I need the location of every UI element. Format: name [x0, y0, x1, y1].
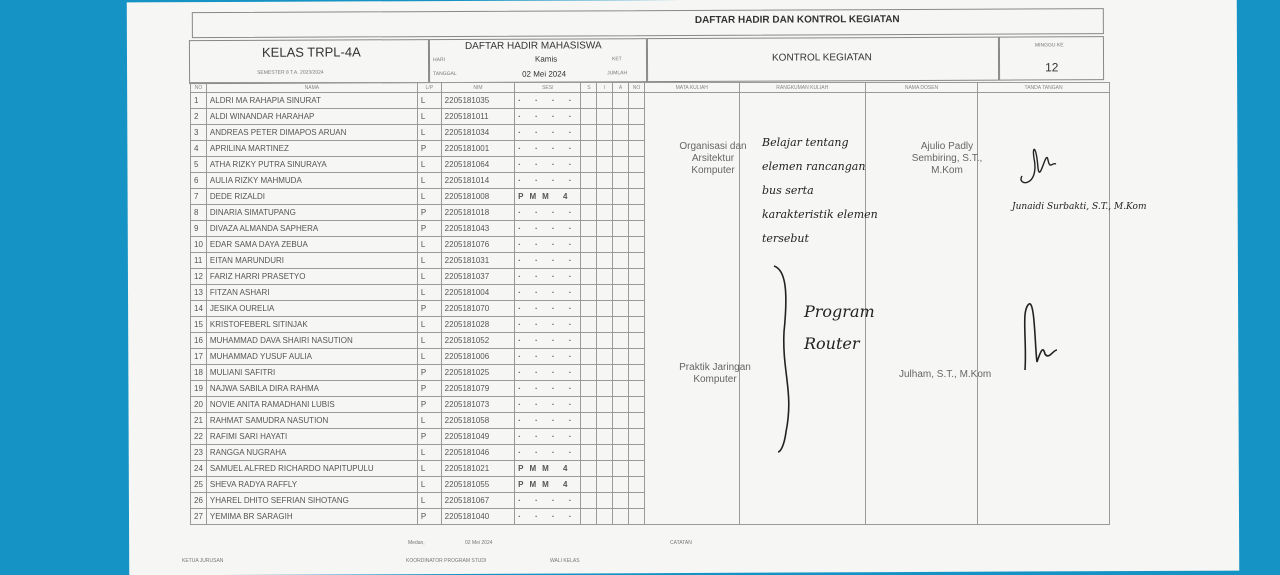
cell-s	[581, 189, 597, 205]
attendance-marks: · · · ·	[515, 269, 581, 285]
student-nim: 2205181052	[441, 333, 514, 349]
student-gender: P	[417, 397, 441, 413]
cell-a	[613, 477, 629, 493]
cell-a	[613, 109, 629, 125]
student-name: MULIANI SAFITRI	[206, 365, 417, 381]
student-gender: L	[417, 253, 441, 269]
student-name: RANGGA NUGRAHA	[206, 445, 417, 461]
cell-s	[581, 125, 597, 141]
session-no	[628, 365, 644, 381]
cell-s	[581, 93, 597, 109]
student-name: MUHAMMAD YUSUF AULIA	[206, 349, 417, 365]
cell-a	[613, 429, 629, 445]
cell-i	[597, 269, 613, 285]
student-nim: 2205181004	[441, 285, 514, 301]
attendance-marks: · · · ·	[515, 397, 581, 413]
attendance-marks: · · · ·	[515, 509, 581, 525]
row-no: 12	[191, 269, 207, 285]
cell-s	[581, 493, 597, 509]
row-no: 17	[191, 349, 207, 365]
cell-i	[597, 429, 613, 445]
student-gender: P	[417, 429, 441, 445]
row-no: 5	[191, 157, 207, 173]
student-name: NAJWA SABILA DIRA RAHMA	[206, 381, 417, 397]
semester-label: SEMESTER 8 T.A. 2023/2024	[257, 69, 324, 76]
attendance-marks: · · · ·	[515, 157, 581, 173]
attendance-marks: · · · ·	[515, 333, 581, 349]
cell-i	[597, 173, 613, 189]
attendance-marks: · · · ·	[515, 221, 581, 237]
cell-i	[597, 285, 613, 301]
session-no	[628, 397, 644, 413]
student-nim: 2205181037	[441, 269, 514, 285]
week-value: 12	[1045, 60, 1059, 75]
session-no	[628, 429, 644, 445]
cell-s	[581, 509, 597, 525]
student-gender: L	[417, 413, 441, 429]
cell-i	[597, 301, 613, 317]
summary-2: Program Router	[804, 302, 875, 353]
session-no	[628, 157, 644, 173]
attendance-marks: · · · ·	[515, 125, 581, 141]
cell-a	[613, 413, 629, 429]
cell-i	[597, 333, 613, 349]
student-name: APRILINA MARTINEZ	[206, 141, 417, 157]
student-nim: 2205181035	[441, 93, 514, 109]
student-gender: L	[417, 445, 441, 461]
student-gender: L	[417, 125, 441, 141]
row-no: 21	[191, 413, 207, 429]
student-name: YHAREL DHITO SEFRIAN SIHOTANG	[206, 493, 417, 509]
cell-a	[613, 173, 629, 189]
student-gender: P	[417, 509, 441, 525]
student-name: RAHMAT SAMUDRA NASUTION	[206, 413, 417, 429]
student-nim: 2205181008	[441, 189, 514, 205]
cell-i	[597, 349, 613, 365]
student-gender: L	[417, 109, 441, 125]
row-no: 1	[191, 93, 207, 109]
day-value: Kamis	[534, 54, 558, 64]
footer-date: 02 Mei 2024	[465, 540, 493, 546]
cell-s	[581, 477, 597, 493]
cell-i	[597, 365, 613, 381]
student-gender: L	[417, 461, 441, 477]
table-header-row	[191, 83, 1110, 93]
student-gender: L	[417, 333, 441, 349]
attendance-marks: PMM 4	[515, 189, 581, 205]
summary-1: Belajar tentang elemen rancangan bus serta karakteristik elemen tersebut	[762, 136, 878, 245]
attendance-marks: · · · ·	[515, 317, 581, 333]
cell-i	[597, 189, 613, 205]
cell-a	[613, 461, 629, 477]
student-nim: 2205181046	[441, 445, 514, 461]
jumlah-label: JUMLAH	[607, 70, 628, 77]
student-name: NOVIE ANITA RAMADHANI LUBIS	[206, 397, 417, 413]
student-name: EDAR SAMA DAYA ZEBUA	[206, 237, 417, 253]
student-name: DEDE RIZALDI	[206, 189, 417, 205]
cell-s	[581, 429, 597, 445]
cell-a	[613, 237, 629, 253]
student-name: KRISTOFEBERL SITINJAK	[206, 317, 417, 333]
student-gender: P	[417, 365, 441, 381]
cell-s	[581, 253, 597, 269]
row-no: 3	[191, 125, 207, 141]
student-name: MUHAMMAD DAVA SHAIRI NASUTION	[206, 333, 417, 349]
cell-a	[613, 189, 629, 205]
student-gender: P	[417, 141, 441, 157]
col-course: MATA KULIAH	[644, 83, 739, 93]
cell-s	[581, 381, 597, 397]
student-nim: 2205181079	[441, 381, 514, 397]
cell-i	[597, 93, 613, 109]
session-no	[628, 413, 644, 429]
class-name: KELAS TRPL-4A	[261, 44, 361, 60]
session-no	[628, 141, 644, 157]
attendance-marks: · · · ·	[515, 205, 581, 221]
session-no	[628, 381, 644, 397]
session-no	[628, 493, 644, 509]
student-name: YEMIMA BR SARAGIH	[206, 509, 417, 525]
cell-i	[597, 477, 613, 493]
attendance-marks: · · · ·	[515, 429, 581, 445]
lecturer-2: Julham, S.T., M.Kom	[899, 369, 992, 380]
date-label: TANGGAL	[433, 70, 457, 78]
cell-i	[597, 317, 613, 333]
signature-2	[1015, 300, 1065, 375]
cell-i	[597, 109, 613, 125]
session-no	[628, 93, 644, 109]
session-no	[628, 237, 644, 253]
cell-a	[613, 333, 629, 349]
session-no	[628, 333, 644, 349]
attendance-marks: · · · ·	[515, 109, 581, 125]
cell-s	[581, 301, 597, 317]
cell-a	[613, 493, 629, 509]
attendance-marks: · · · ·	[515, 173, 581, 189]
student-nim: 2205181076	[441, 237, 514, 253]
col-summary: RANGKUMAN KULIAH	[739, 83, 865, 93]
cell-i	[597, 253, 613, 269]
student-name: ALDRI MA RAHAPIA SINURAT	[206, 93, 417, 109]
student-nim: 2205181028	[441, 317, 514, 333]
cell-a	[613, 445, 629, 461]
attendance-marks: · · · ·	[515, 141, 581, 157]
student-name: EITAN MARUNDURI	[206, 253, 417, 269]
student-name: RAFIMI SARI HAYATI	[206, 429, 417, 445]
student-name: FITZAN ASHARI	[206, 285, 417, 301]
row-no: 11	[191, 253, 207, 269]
student-name: DIVAZA ALMANDA SAPHERA	[206, 221, 417, 237]
student-nim: 2205181058	[441, 413, 514, 429]
row-no: 19	[191, 381, 207, 397]
wali-label: WALI KELAS	[550, 558, 580, 564]
catatan-label: CATATAN	[670, 540, 692, 546]
student-gender: L	[417, 189, 441, 205]
student-name: JESIKA OURELIA	[206, 301, 417, 317]
student-nim: 2205181064	[441, 157, 514, 173]
cell-a	[613, 365, 629, 381]
session-no	[628, 125, 644, 141]
session-no	[628, 477, 644, 493]
cell-s	[581, 173, 597, 189]
student-gender: P	[417, 221, 441, 237]
cell-i	[597, 125, 613, 141]
cell-s	[581, 461, 597, 477]
student-nim: 2205181021	[441, 461, 514, 477]
cell-s	[581, 157, 597, 173]
student-name: DINARIA SIMATUPANG	[206, 205, 417, 221]
attendance-title: DAFTAR HADIR MAHASISWA	[464, 40, 602, 52]
ketua-label: KETUA JURUSAN	[182, 558, 224, 564]
col-s: S	[581, 83, 597, 93]
student-gender: L	[417, 237, 441, 253]
cell-i	[597, 397, 613, 413]
attendance-marks: · · · ·	[515, 285, 581, 301]
student-nim: 2205181025	[441, 365, 514, 381]
student-nim: 2205181043	[441, 221, 514, 237]
row-no: 8	[191, 205, 207, 221]
cell-s	[581, 221, 597, 237]
session-no	[628, 173, 644, 189]
row-no: 25	[191, 477, 207, 493]
cell-a	[613, 269, 629, 285]
col-name: NAMA	[206, 83, 417, 93]
cell-a	[613, 141, 629, 157]
student-nim: 2205181006	[441, 349, 514, 365]
attendance-marks: · · · ·	[515, 93, 581, 109]
cell-s	[581, 333, 597, 349]
student-gender: L	[417, 285, 441, 301]
koordinator-label: KOORDINATOR PROGRAM STUDI	[406, 558, 487, 564]
row-no: 18	[191, 365, 207, 381]
student-gender: P	[417, 381, 441, 397]
col-lp: L/P	[417, 83, 441, 93]
attendance-marks: · · · ·	[515, 301, 581, 317]
row-no: 24	[191, 461, 207, 477]
cell-i	[597, 493, 613, 509]
cell-i	[597, 509, 613, 525]
cell-s	[581, 285, 597, 301]
session-no	[628, 509, 644, 525]
table-row	[191, 93, 1110, 109]
row-no: 10	[191, 237, 207, 253]
attendance-marks: · · · ·	[515, 349, 581, 365]
cell-i	[597, 461, 613, 477]
student-nim: 2205181067	[441, 493, 514, 509]
week-label: MINGGU KE	[1034, 42, 1064, 49]
student-nim: 2205181031	[441, 253, 514, 269]
student-name: ALDI WINANDAR HARAHAP	[206, 109, 417, 125]
col-no-session: NO	[628, 83, 644, 93]
attendance-marks: · · · ·	[515, 445, 581, 461]
student-name: ATHA RIZKY PUTRA SINURAYA	[206, 157, 417, 173]
student-name: SHEVA RADYA RAFFLY	[206, 477, 417, 493]
cell-i	[597, 141, 613, 157]
cell-a	[613, 301, 629, 317]
row-no: 23	[191, 445, 207, 461]
cell-a	[613, 317, 629, 333]
day-label: HARI	[432, 57, 445, 64]
attendance-marks: · · · ·	[515, 365, 581, 381]
lecturer-1: Ajulio Padly Sembiring, S.T., M.Kom	[911, 141, 983, 176]
cell-i	[597, 445, 613, 461]
student-name: ANDREAS PETER DIMAPOS ARUAN	[206, 125, 417, 141]
student-gender: L	[417, 493, 441, 509]
student-nim: 2205181055	[441, 477, 514, 493]
student-name: FARIZ HARRI PRASETYO	[206, 269, 417, 285]
attendance-marks: PMM 4	[515, 461, 581, 477]
row-no: 14	[191, 301, 207, 317]
attendance-marks: · · · ·	[515, 493, 581, 509]
student-nim: 2205181034	[441, 125, 514, 141]
signature-1	[1010, 138, 1060, 193]
col-lecturer: NAMA DOSEN	[865, 83, 977, 93]
cell-i	[597, 157, 613, 173]
cell-a	[613, 349, 629, 365]
attendance-marks: · · · ·	[515, 237, 581, 253]
substitute-lecturer: Junaidi Surbakti, S.T., M.Kom	[1012, 202, 1147, 212]
student-name: AULIA RIZKY MAHMUDA	[206, 173, 417, 189]
cell-s	[581, 413, 597, 429]
row-no: 26	[191, 493, 207, 509]
cell-i	[597, 237, 613, 253]
cell-i	[597, 221, 613, 237]
attendance-marks: · · · ·	[515, 253, 581, 269]
col-sesi: SESI	[515, 83, 581, 93]
session-no	[628, 285, 644, 301]
student-nim: 2205181011	[441, 109, 514, 125]
cell-a	[613, 397, 629, 413]
row-no: 16	[191, 333, 207, 349]
session-no	[628, 349, 644, 365]
student-nim: 2205181001	[441, 141, 514, 157]
medan-label: Medan,	[408, 540, 425, 546]
cell-a	[613, 221, 629, 237]
col-signature: TANDA TANGAN	[978, 83, 1110, 93]
cell-a	[613, 253, 629, 269]
row-no: 6	[191, 173, 207, 189]
student-nim: 2205181018	[441, 205, 514, 221]
attendance-marks: PMM 4	[515, 477, 581, 493]
attendance-marks: · · · ·	[515, 413, 581, 429]
col-i: I	[597, 83, 613, 93]
form-title: DAFTAR HADIR DAN KONTROL KEGIATAN	[694, 14, 900, 26]
cell-a	[613, 509, 629, 525]
student-name: SAMUEL ALFRED RICHARDO NAPITUPULU	[206, 461, 417, 477]
date-value: 02 Mei 2024	[522, 69, 567, 79]
cell-s	[581, 317, 597, 333]
session-no	[628, 301, 644, 317]
student-gender: L	[417, 477, 441, 493]
cell-s	[581, 365, 597, 381]
course-1: Organisasi dan Arsitektur Komputer	[679, 141, 747, 176]
control-title: KONTROL KEGIATAN	[771, 52, 872, 64]
cell-s	[581, 349, 597, 365]
cell-i	[597, 205, 613, 221]
row-no: 4	[191, 141, 207, 157]
session-no	[628, 317, 644, 333]
attendance-marks: · · · ·	[515, 381, 581, 397]
row-no: 20	[191, 397, 207, 413]
session-no	[628, 205, 644, 221]
cell-s	[581, 237, 597, 253]
cell-a	[613, 205, 629, 221]
row-no: 22	[191, 429, 207, 445]
row-no: 13	[191, 285, 207, 301]
row-no: 15	[191, 317, 207, 333]
student-gender: L	[417, 93, 441, 109]
cell-i	[597, 381, 613, 397]
col-no: NO	[191, 83, 207, 93]
cell-s	[581, 109, 597, 125]
row-no: 2	[191, 109, 207, 125]
cell-a	[613, 93, 629, 109]
col-a: A	[613, 83, 629, 93]
session-no	[628, 445, 644, 461]
student-nim: 2205181014	[441, 173, 514, 189]
ket-label: KET	[611, 56, 622, 63]
row-no: 7	[191, 189, 207, 205]
student-nim: 2205181073	[441, 397, 514, 413]
cell-s	[581, 205, 597, 221]
student-gender: L	[417, 269, 441, 285]
student-gender: L	[417, 157, 441, 173]
cell-s	[581, 141, 597, 157]
session-no	[628, 461, 644, 477]
student-gender: L	[417, 349, 441, 365]
student-nim: 2205181070	[441, 301, 514, 317]
cell-s	[581, 269, 597, 285]
session-no	[628, 253, 644, 269]
student-nim: 2205181049	[441, 429, 514, 445]
student-gender: L	[417, 173, 441, 189]
course-2: Praktik Jaringan Komputer	[679, 362, 751, 385]
cell-a	[613, 285, 629, 301]
student-gender: P	[417, 301, 441, 317]
row-no: 27	[191, 509, 207, 525]
session-no	[628, 109, 644, 125]
cell-a	[613, 157, 629, 173]
cell-a	[613, 381, 629, 397]
brace-mark	[768, 262, 798, 457]
student-nim: 2205181040	[441, 509, 514, 525]
cell-s	[581, 397, 597, 413]
student-gender: L	[417, 317, 441, 333]
cell-i	[597, 413, 613, 429]
student-gender: P	[417, 205, 441, 221]
cell-a	[613, 125, 629, 141]
session-no	[628, 269, 644, 285]
session-no	[628, 221, 644, 237]
col-nim: NIM	[441, 83, 514, 93]
row-no: 9	[191, 221, 207, 237]
cell-s	[581, 445, 597, 461]
session-no	[628, 189, 644, 205]
